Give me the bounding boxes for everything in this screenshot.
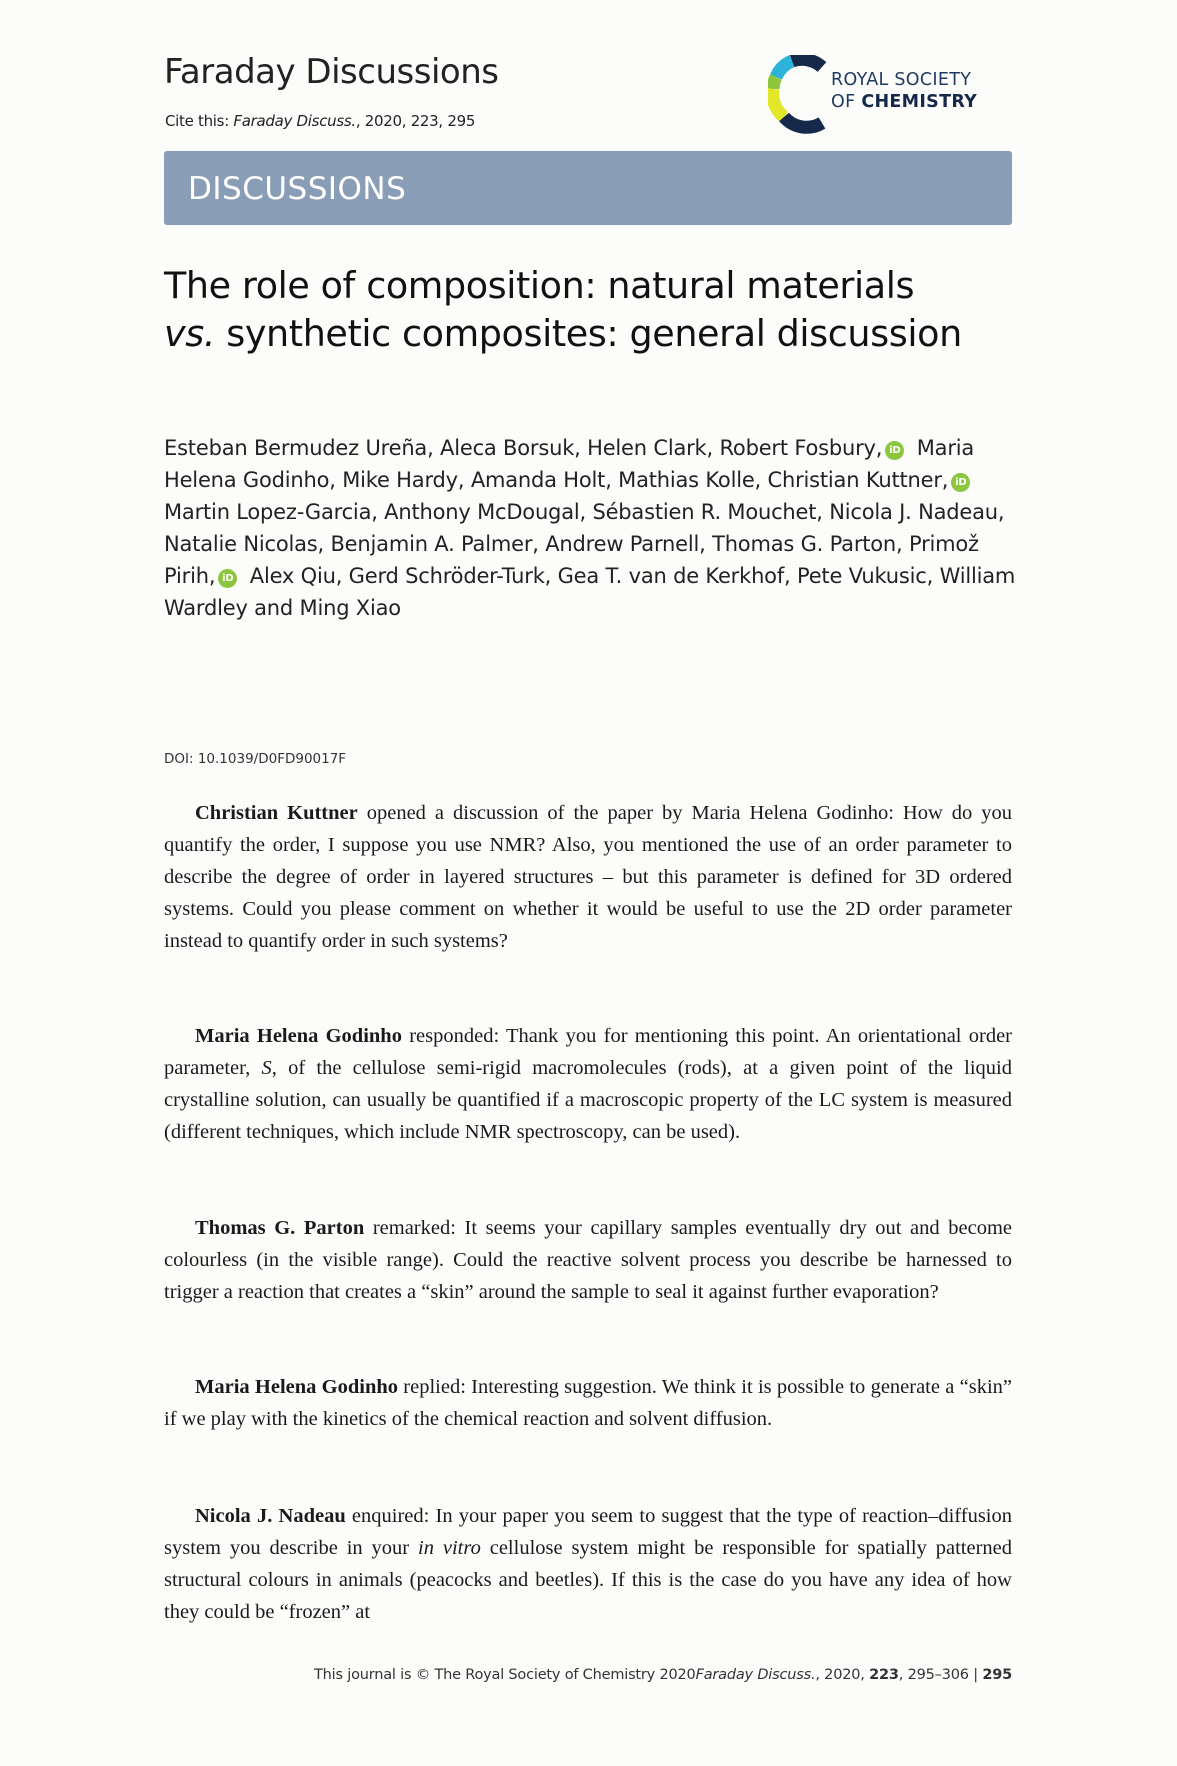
- speaker-name: Maria Helena Godinho: [195, 1376, 399, 1398]
- speaker-name: Christian Kuttner: [195, 802, 358, 824]
- logo-line-2: OF CHEMISTRY: [831, 92, 978, 112]
- cite-details: , 2020, 223, 295: [355, 112, 476, 130]
- discussion-paragraph: Thomas G. Parton remarked: It seems your capillary samples eventually dry out and become colourless (in the visible range). Could the reactive solvent process you describe be harnessed to trigger a reaction that creates a “skin” around the sample to seal it against further evaporation?: [164, 1217, 1012, 1303]
- authors-segment: Esteban Bermudez Ureña, Aleca Borsuk, Helen Clark, Robert Fosbury,: [164, 436, 883, 460]
- discussion-paragraph: Christian Kuttner opened a discussion of the paper by Maria Helena Godinho: How do you quantify the order, I suppose you use NMR? Also, you mentioned the use of an order parameter to describe the degree of order in layered structures – but this parameter is defined for 3D ordered systems. Could you please comment on whether it would be useful to use the 2D order parameter instead to quantify order in such systems?: [164, 802, 1013, 952]
- orcid-icon[interactable]: iD: [951, 473, 970, 492]
- authors-segment: Martin Lopez-Garcia, Anthony McDougal, Sébastien R. Mouchet, Nicola J. Nadeau, Natalie Nicolas, Benjamin A. Palmer, Andrew Parnell, Thomas G. Parton, Primož Pirih,: [164, 500, 1005, 588]
- speaker-name: Nicola J. Nadeau: [195, 1505, 346, 1527]
- doi[interactable]: DOI: 10.1039/D0FD90017F: [164, 751, 347, 767]
- discussion-paragraph: Maria Helena Godinho replied: Interesting suggestion. We think it is possible to generate a “skin” if we play with the kinetics of the chemical reaction and solvent diffusion.: [164, 1376, 1012, 1430]
- orcid-icon[interactable]: iD: [218, 569, 237, 588]
- page-number: 295: [982, 1667, 1012, 1683]
- article-title: The role of composition: natural materials vs. synthetic composites: general discussion: [164, 264, 962, 355]
- section-banner: [164, 151, 1012, 225]
- title-italic: vs.: [164, 312, 216, 355]
- logo-wordmark: [831, 69, 977, 113]
- cite-label: Cite this:: [165, 112, 229, 130]
- logo-line-1: ROYAL SOCIETY: [831, 70, 972, 90]
- speaker-name: Thomas G. Parton: [195, 1217, 365, 1239]
- authors-segment: Maria Helena Godinho, Mike Hardy, Amanda Holt, Mathias Kolle, Christian Kuttner,: [164, 436, 975, 492]
- rsc-logo: [768, 55, 1013, 135]
- discussion-paragraph: Nicola J. Nadeau enquired: In your paper you seem to suggest that the type of reaction–diffusion system you describe in your in vitro cellulose system might be responsible for spatially patterned structural colours in animals (peacocks and beetles). If this is the case do you have any idea of how they could be “frozen” at: [164, 1505, 1013, 1623]
- author-list: [164, 432, 1034, 624]
- cite-journal: Faraday Discuss.: [233, 112, 356, 130]
- journal-title: Faraday Discussions: [164, 52, 499, 92]
- page-footer: This journal is © The Royal Society of Chemistry 2020Faraday Discuss., 2020, 223, 295–306 | 295: [314, 1667, 1012, 1683]
- citation: [165, 112, 475, 130]
- section-label: DISCUSSIONS: [188, 171, 407, 207]
- orcid-icon[interactable]: iD: [885, 441, 904, 460]
- speaker-name: Maria Helena Godinho: [195, 1025, 402, 1047]
- rsc-c-mark-icon: [768, 55, 828, 135]
- discussion-paragraph: Maria Helena Godinho responded: Thank you for mentioning this point. An orientational order parameter, S, of the cellulose semi-rigid macromolecules (rods), at a given point of the liquid crystalline solution, can usually be quantified if a macroscopic property of the LC system is measured (different techniques, which include NMR spectroscopy, can be used).: [164, 1025, 1012, 1143]
- authors-segment: Alex Qiu, Gerd Schröder-Turk, Gea T. van de Kerkhof, Pete Vukusic, William Wardley and Ming Xiao: [164, 564, 1016, 620]
